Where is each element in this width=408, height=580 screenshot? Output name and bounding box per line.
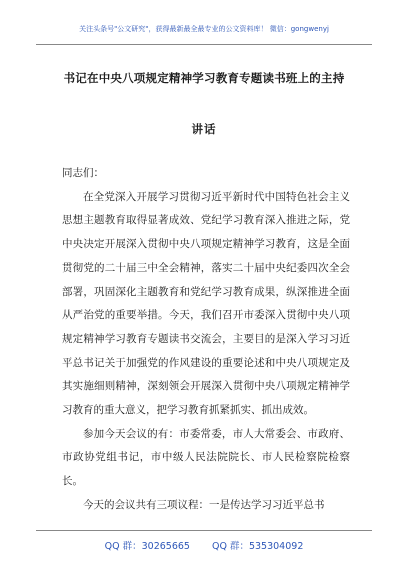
salutation: 同志们： <box>62 167 104 179</box>
footer-divider <box>36 530 372 531</box>
document-title-line-1: 书记在中央八项规定精神学习教育专题读书班上的主持 <box>63 71 345 85</box>
footer-qq-group-2: QQ 群：535304092 <box>211 541 304 552</box>
body-paragraph-1: 在全党深入开展学习贯彻习近平新时代中国特色社会主义思想主题教育取得显著成效、党纪学习教育深入推进之际，党中央决定开展深入贯彻中央八项规定精神学习教育，这是全面贯彻党的二十届三中全会精神，落实二十届中央纪委四次全会部署，巩固深化主题教育和党纪学习教育成果，纵深推进全面从严治党的重要举措。今天，我们召开市委深入贯彻中央八项规定精神学习教育专题读书交流会，主要目的是深入学习习近平总书记关于加强党的作风建设的重要论述和中央八项规定及其实施细则精神，深刻领会开展深入贯彻中央八项规定精神学习教育的重大意义，把学习教育抓紧抓实、抓出成效。 <box>62 190 350 417</box>
header-promo-note: 关注头条号"公文研究"，获得最新最全最专业的公文资料库！ 微信：gongwenyj <box>79 25 329 33</box>
body-paragraph-3: 今天的会议共有三项议程：一是传达学习习近平总书 <box>83 498 325 511</box>
header-divider <box>36 44 372 45</box>
document-title-line-2: 讲话 <box>191 122 217 136</box>
document-body <box>62 162 350 518</box>
footer-qq-group-1: QQ 群：30265665 <box>104 541 190 552</box>
footer-contact <box>0 538 408 552</box>
body-paragraph-2: 参加今天会议的有：市委常委，市人大常委会、市政府、市政协党组书记，市中级人民法院院长、市人民检察院检察长。 <box>62 427 350 488</box>
